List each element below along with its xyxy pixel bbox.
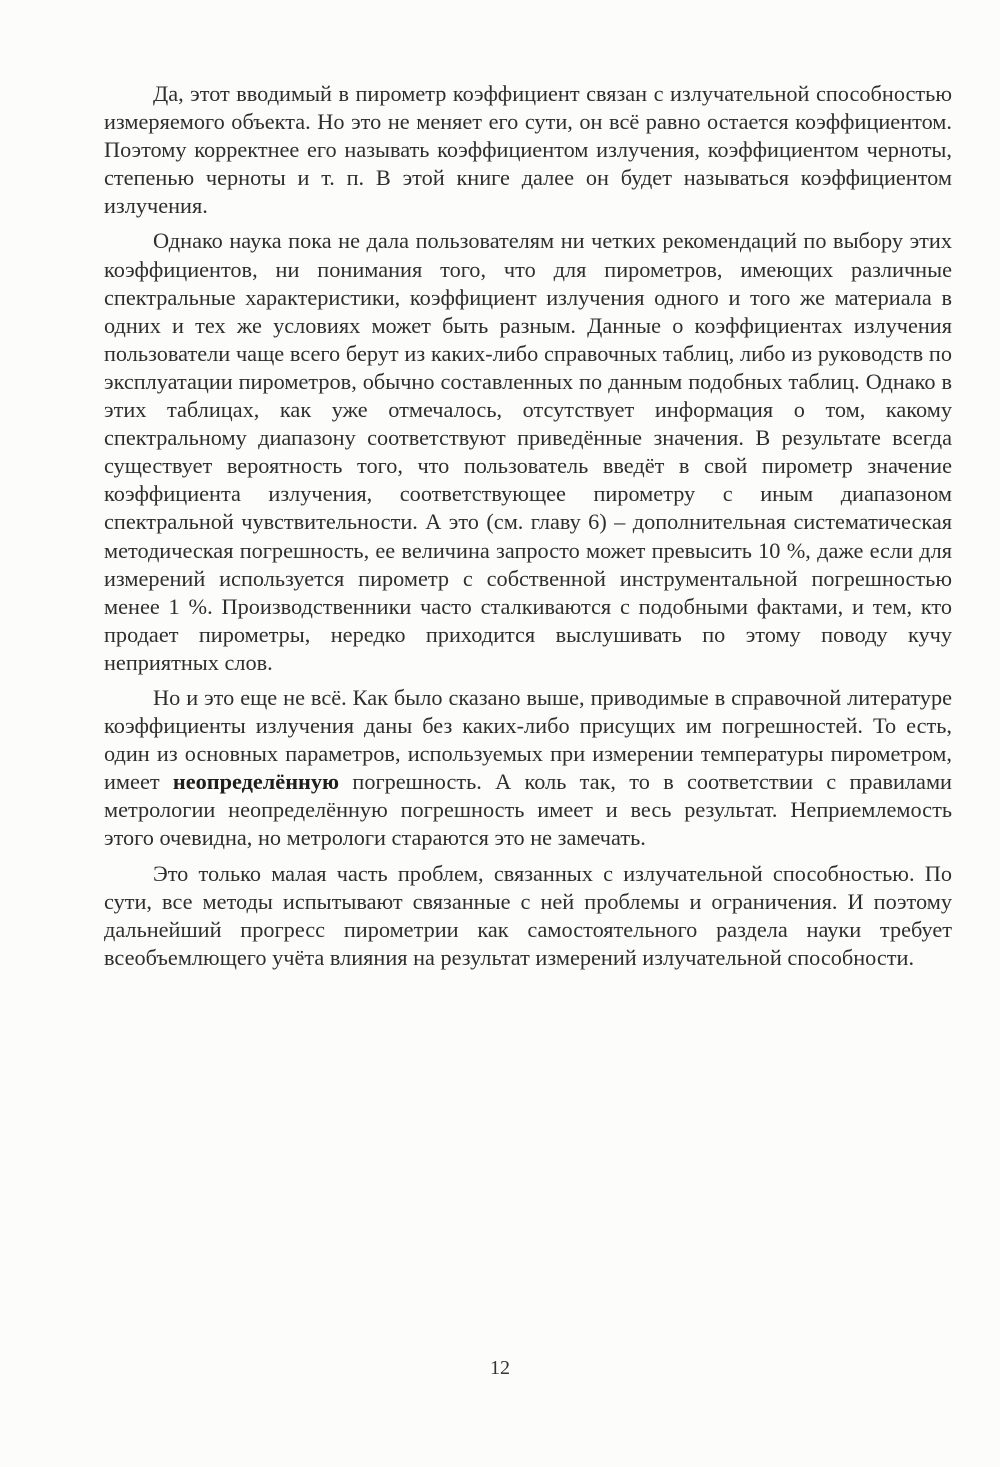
paragraph-3 — [104, 684, 952, 853]
paragraph-text: Но и это еще не всё. Как было сказано выше, приводимые в справочной литературе коэффициенты излучения даны без каких-либо присущих им погрешностей. То есть, один из основных параметров, используемых при измерении температуры пирометром, имеет — [104, 684, 952, 795]
paragraph-text: Однако наука пока не дала пользователям ни четких рекомендаций по выбору этих коэффициентов, ни понимания того, что для пирометров, имеющих различные спектральные характеристики, коэффициент излучения одного и того же материала в одних и тех же условиях может быть разным. Данные о коэффициентах излучения пользователи чаще всего берут из каких-либо справочных таблиц, либо из руководств по эксплуатации пирометров, обычно составленных по данным подобных таблиц. Однако в этих таблицах, как уже отмечалось, отсутствует информация о том, какому спектральному диапазону соответствуют приведённые значения. В результате всегда существует вероятность того, что пользователь введёт в свой пирометр значение коэффициента излучения, соответствующее пирометру с иным диапазоном спектральной чувствительности. А это (см. главу 6) – дополнительная систематическая методическая погрешность, ее величина запросто может превысить 10 %, даже если для измерений используется пирометр с собственной инструментальной погрешностью менее 1 %. Производственники часто сталкиваются с подобными фактами, и тем, кто продает пирометры, нередко приходится выслушивать по этому поводу кучу неприятных слов. — [104, 228, 952, 675]
body-text — [104, 80, 952, 979]
paragraph-text: Это только малая часть проблем, связанных с излучательной способностью. По сути, все методы испытывают связанные с ней проблемы и ограничения. И поэтому дальнейший прогресс пирометрии как самостоятельного раздела науки требует всеобъемлющего учёта влияния на результат измерений излучательной способности. — [104, 860, 952, 970]
paragraph-1 — [104, 80, 952, 220]
paragraph-4 — [104, 860, 952, 972]
page-number: 12 — [490, 1357, 510, 1379]
paragraph-text: Да, этот вводимый в пирометр коэффициент связан с излучательной способностью измеряемого объекта. Но это не меняет его сути, он всё равно остается коэффициентом. Поэтому корректнее его называть коэффициентом излучения, коэффициентом черноты, степенью черноты и т. п. В этой книге далее он будет называться коэффициентом излучения. — [104, 81, 952, 219]
paragraph-text: погрешность. А коль так, то в соответствии с правилами метрологии неопределённую погрешность имеет и весь результат. Неприемлемость этого очевидна, но метрологи стараются это не замечать. — [104, 769, 952, 851]
emphasized-term: неопределённую — [172, 769, 340, 795]
paragraph-2 — [104, 227, 952, 677]
